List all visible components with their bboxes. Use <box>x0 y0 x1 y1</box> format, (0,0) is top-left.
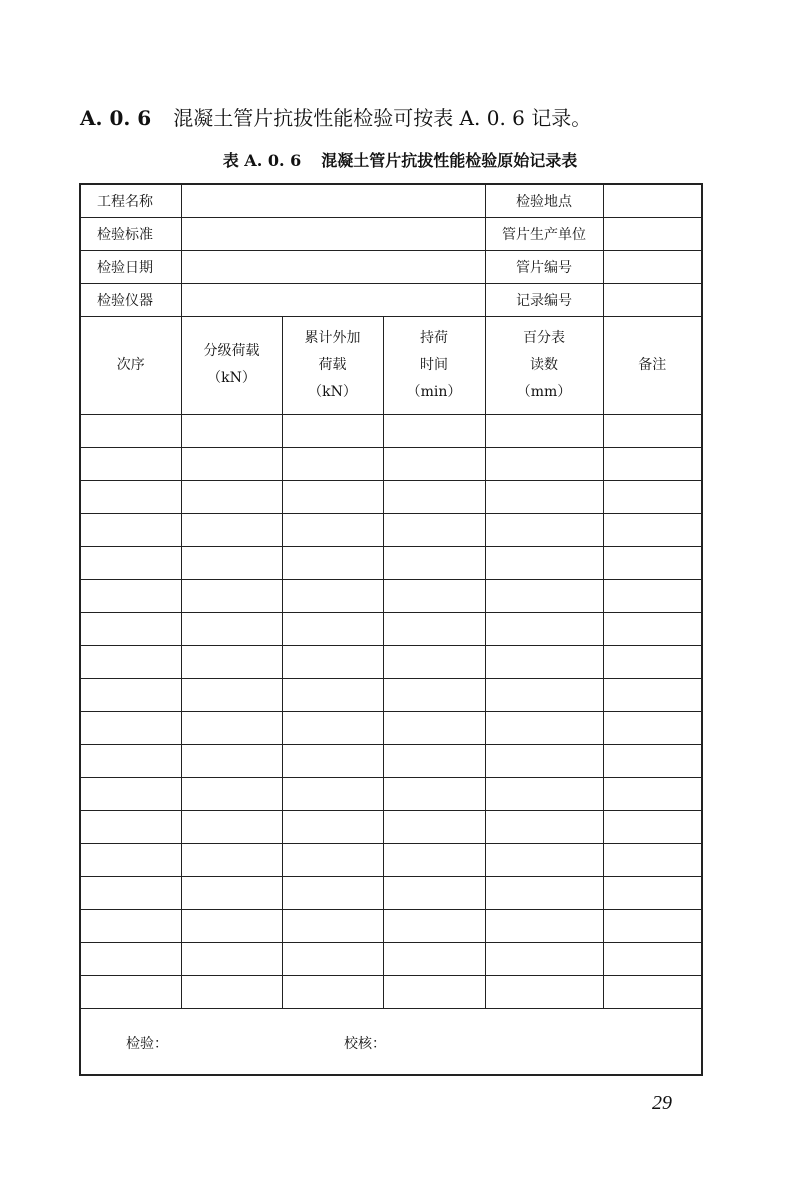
table-cell[interactable] <box>485 612 603 645</box>
table-cell[interactable] <box>181 414 282 447</box>
column-header-line: （kN） <box>308 383 357 400</box>
table-cell[interactable] <box>603 810 702 843</box>
table-cell[interactable] <box>485 513 603 546</box>
info-row <box>80 184 702 217</box>
info-label: 检验日期 <box>80 250 181 283</box>
table-cell[interactable] <box>80 447 181 480</box>
table-cell[interactable] <box>282 645 383 678</box>
column-header <box>181 316 282 414</box>
table-cell[interactable] <box>80 810 181 843</box>
info-value-field[interactable] <box>181 250 485 283</box>
table-cell[interactable] <box>603 513 702 546</box>
table-cell[interactable] <box>603 909 702 942</box>
table-row <box>80 810 702 843</box>
table-cell[interactable] <box>383 612 485 645</box>
info-row <box>80 283 702 316</box>
column-header <box>383 316 485 414</box>
table-cell[interactable] <box>485 975 603 1008</box>
table-cell[interactable] <box>181 711 282 744</box>
info-value-field[interactable] <box>181 217 485 250</box>
table-row <box>80 447 702 480</box>
table-cell[interactable] <box>485 744 603 777</box>
table-cell[interactable] <box>603 414 702 447</box>
table-cell[interactable] <box>485 777 603 810</box>
table-cell[interactable] <box>181 744 282 777</box>
table-cell[interactable] <box>181 678 282 711</box>
table-cell[interactable] <box>181 546 282 579</box>
table-cell[interactable] <box>485 909 603 942</box>
table-cell[interactable] <box>80 612 181 645</box>
info-label: 记录编号 <box>485 283 603 316</box>
table-cell[interactable] <box>485 810 603 843</box>
table-cell[interactable] <box>181 645 282 678</box>
info-label: 检验标准 <box>80 217 181 250</box>
table-cell[interactable] <box>282 843 383 876</box>
table-cell[interactable] <box>383 579 485 612</box>
info-value-field[interactable] <box>603 250 702 283</box>
table-cell[interactable] <box>282 678 383 711</box>
table-row <box>80 579 702 612</box>
table-cell[interactable] <box>383 744 485 777</box>
table-row <box>80 513 702 546</box>
info-value-field[interactable] <box>603 283 702 316</box>
signature-cell <box>80 1008 702 1075</box>
table-cell[interactable] <box>603 876 702 909</box>
column-header-line: 备注 <box>638 356 667 373</box>
table-row <box>80 975 702 1008</box>
checker-label: 校核： <box>344 1035 386 1052</box>
table-cell[interactable] <box>282 942 383 975</box>
table-cell[interactable] <box>80 480 181 513</box>
table-cell[interactable] <box>282 414 383 447</box>
table-cell[interactable] <box>282 744 383 777</box>
table-cell[interactable] <box>603 777 702 810</box>
table-cell[interactable] <box>181 579 282 612</box>
column-header-line: 读数 <box>530 356 559 373</box>
column-header-line: 百分表 <box>523 329 566 346</box>
table-number: 表 A. 0. 6 <box>222 151 302 170</box>
table-cell[interactable] <box>485 579 603 612</box>
table-cell[interactable] <box>603 744 702 777</box>
table-cell[interactable] <box>181 876 282 909</box>
table-cell[interactable] <box>485 942 603 975</box>
table-cell[interactable] <box>181 975 282 1008</box>
table-cell[interactable] <box>383 546 485 579</box>
table-cell[interactable] <box>603 579 702 612</box>
table-cell[interactable] <box>485 645 603 678</box>
table-cell[interactable] <box>80 546 181 579</box>
table-cell[interactable] <box>485 414 603 447</box>
table-cell[interactable] <box>80 579 181 612</box>
info-value-field[interactable] <box>603 184 702 217</box>
table-cell[interactable] <box>603 678 702 711</box>
table-cell[interactable] <box>383 480 485 513</box>
table-row <box>80 843 702 876</box>
table-cell[interactable] <box>80 975 181 1008</box>
table-cell[interactable] <box>282 876 383 909</box>
table-cell[interactable] <box>80 843 181 876</box>
table-cell[interactable] <box>485 843 603 876</box>
table-cell[interactable] <box>383 777 485 810</box>
table-cell[interactable] <box>485 678 603 711</box>
column-header <box>485 316 603 414</box>
page-number: 29 <box>652 1092 672 1114</box>
table-row <box>80 645 702 678</box>
column-header <box>282 316 383 414</box>
table-cell[interactable] <box>80 744 181 777</box>
table-row <box>80 876 702 909</box>
table-cell[interactable] <box>603 843 702 876</box>
table-cell[interactable] <box>181 513 282 546</box>
table-cell[interactable] <box>80 645 181 678</box>
table-cell[interactable] <box>282 612 383 645</box>
info-label: 工程名称 <box>80 184 181 217</box>
table-cell[interactable] <box>181 843 282 876</box>
table-cell[interactable] <box>181 480 282 513</box>
info-label: 管片编号 <box>485 250 603 283</box>
table-cell[interactable] <box>80 777 181 810</box>
table-cell[interactable] <box>383 975 485 1008</box>
column-header-line: 荷载 <box>318 356 347 373</box>
table-cell[interactable] <box>603 975 702 1008</box>
table-cell[interactable] <box>282 711 383 744</box>
table-row <box>80 678 702 711</box>
table-cell[interactable] <box>603 711 702 744</box>
table-cell[interactable] <box>80 909 181 942</box>
table-cell[interactable] <box>383 645 485 678</box>
column-header-line: 持荷 <box>420 329 448 346</box>
table-cell[interactable] <box>282 777 383 810</box>
table-cell[interactable] <box>603 546 702 579</box>
table-row <box>80 480 702 513</box>
table-cell[interactable] <box>181 612 282 645</box>
table-cell[interactable] <box>80 942 181 975</box>
table-cell[interactable] <box>603 645 702 678</box>
info-row <box>80 250 702 283</box>
table-caption <box>0 150 800 172</box>
table-cell[interactable] <box>383 447 485 480</box>
table-cell[interactable] <box>383 942 485 975</box>
column-header <box>603 316 702 414</box>
table-cell[interactable] <box>282 513 383 546</box>
table-cell[interactable] <box>383 810 485 843</box>
table-cell[interactable] <box>181 909 282 942</box>
table-cell[interactable] <box>383 711 485 744</box>
table-cell[interactable] <box>603 942 702 975</box>
table-cell[interactable] <box>282 909 383 942</box>
info-value-field[interactable] <box>603 217 702 250</box>
table-cell[interactable] <box>603 612 702 645</box>
table-cell[interactable] <box>485 480 603 513</box>
column-header-line: 时间 <box>420 356 448 373</box>
table-cell[interactable] <box>80 414 181 447</box>
table-cell[interactable] <box>485 546 603 579</box>
column-header-line: 分级荷载 <box>203 343 260 359</box>
table-cell[interactable] <box>603 480 702 513</box>
clause-number: A. 0. 6 <box>80 106 152 130</box>
info-value-field[interactable] <box>181 283 485 316</box>
table-cell[interactable] <box>383 909 485 942</box>
column-header-line: 次序 <box>116 356 145 373</box>
table-cell[interactable] <box>282 546 383 579</box>
table-cell[interactable] <box>383 414 485 447</box>
table-cell[interactable] <box>485 447 603 480</box>
table-title: 混凝土管片抗拔性能检验原始记录表 <box>321 151 578 170</box>
info-value-field[interactable] <box>181 184 485 217</box>
clause-heading <box>80 104 591 132</box>
table-cell[interactable] <box>485 711 603 744</box>
table-cell[interactable] <box>181 942 282 975</box>
table-cell[interactable] <box>282 579 383 612</box>
table-row <box>80 414 702 447</box>
record-table <box>79 183 703 1076</box>
table-row <box>80 909 702 942</box>
record-table-body <box>80 184 702 1075</box>
table-row <box>80 711 702 744</box>
table-cell[interactable] <box>80 876 181 909</box>
column-header-line: （kN） <box>207 370 256 386</box>
info-label: 管片生产单位 <box>485 217 603 250</box>
table-cell[interactable] <box>282 975 383 1008</box>
table-cell[interactable] <box>80 678 181 711</box>
table-row <box>80 744 702 777</box>
column-header-line: 累计外加 <box>304 329 361 346</box>
table-cell[interactable] <box>80 711 181 744</box>
info-label: 检验地点 <box>485 184 603 217</box>
table-cell[interactable] <box>80 513 181 546</box>
info-row <box>80 217 702 250</box>
table-cell[interactable] <box>383 843 485 876</box>
table-row <box>80 546 702 579</box>
table-cell[interactable] <box>181 810 282 843</box>
table-cell[interactable] <box>383 678 485 711</box>
table-cell[interactable] <box>383 876 485 909</box>
table-row <box>80 612 702 645</box>
table-cell[interactable] <box>282 447 383 480</box>
table-cell[interactable] <box>282 480 383 513</box>
info-label: 检验仪器 <box>80 283 181 316</box>
table-cell[interactable] <box>383 513 485 546</box>
inspector-label: 检验： <box>126 1035 168 1052</box>
column-header-line: （min） <box>406 383 462 400</box>
clause-text: 混凝土管片抗拔性能检验可按表 A. 0. 6 记录。 <box>173 106 592 130</box>
table-cell[interactable] <box>181 447 282 480</box>
table-cell[interactable] <box>603 447 702 480</box>
table-cell[interactable] <box>485 876 603 909</box>
column-header-line: （mm） <box>516 383 572 400</box>
table-cell[interactable] <box>181 777 282 810</box>
table-row <box>80 777 702 810</box>
signature-row <box>80 1008 702 1075</box>
table-cell[interactable] <box>282 810 383 843</box>
column-header-row <box>80 316 702 414</box>
table-row <box>80 942 702 975</box>
column-header <box>80 316 181 414</box>
